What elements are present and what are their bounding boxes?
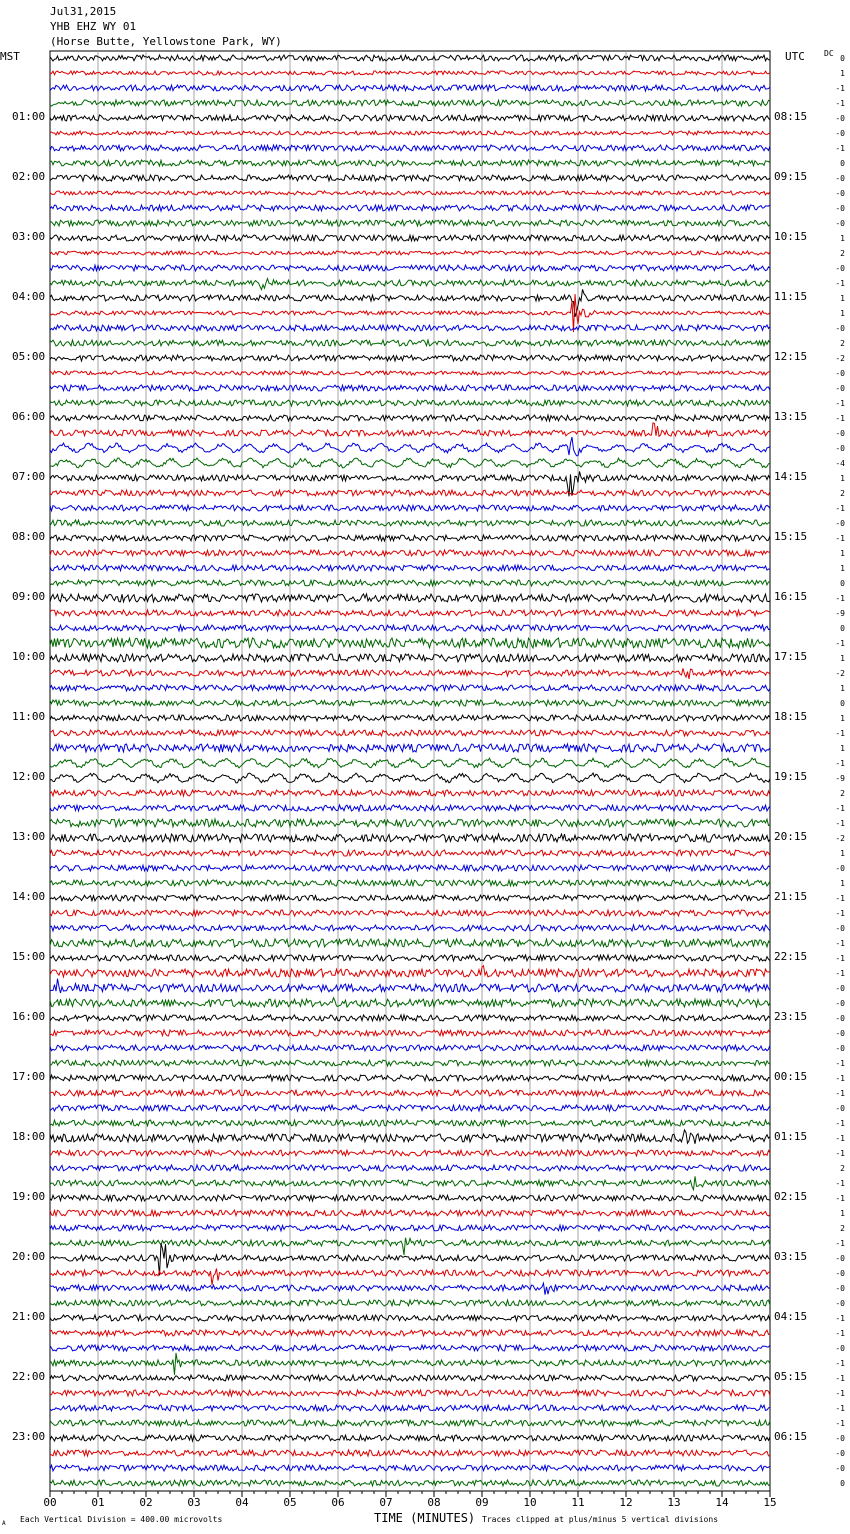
seismic-trace bbox=[50, 1195, 770, 1201]
seismic-trace bbox=[50, 805, 770, 811]
mst-hour-label: 09:00 bbox=[12, 590, 46, 603]
seismic-trace bbox=[50, 700, 770, 706]
dc-offset-label: -1 bbox=[835, 1074, 845, 1083]
mst-hour-label: 04:00 bbox=[12, 290, 46, 303]
seismic-trace bbox=[50, 594, 770, 602]
utc-hour-label: 11:15 bbox=[774, 290, 808, 303]
dc-offset-label: 0 bbox=[840, 579, 845, 588]
mst-hour-label: 22:00 bbox=[12, 1370, 46, 1383]
mst-hour-label: 08:00 bbox=[12, 530, 46, 543]
seismic-trace bbox=[50, 610, 770, 616]
dc-offset-label: -1 bbox=[835, 1419, 845, 1428]
utc-hour-label: 09:15 bbox=[774, 170, 808, 183]
utc-hour-label: 03:15 bbox=[774, 1250, 808, 1263]
mst-hour-label: 13:00 bbox=[12, 830, 46, 843]
dc-offset-label: -0 bbox=[835, 384, 845, 393]
seismic-trace bbox=[50, 340, 770, 346]
seismic-trace bbox=[50, 1405, 770, 1411]
utc-hour-label: 12:15 bbox=[774, 350, 808, 363]
utc-hour-label: 21:15 bbox=[774, 890, 808, 903]
seismic-trace bbox=[50, 1353, 770, 1375]
seismic-trace bbox=[50, 1130, 770, 1144]
seismic-trace bbox=[50, 910, 770, 916]
dc-offset-label: -0 bbox=[835, 174, 845, 183]
dc-offset-label: -1 bbox=[835, 1179, 845, 1188]
right-timezone-label: UTC bbox=[785, 50, 805, 63]
dc-offset-label: 2 bbox=[840, 1164, 845, 1173]
dc-offset-label: -0 bbox=[835, 429, 845, 438]
dc-offset-label: -0 bbox=[835, 1014, 845, 1023]
dc-offset-label: -1 bbox=[835, 1239, 845, 1248]
mst-hour-label: 15:00 bbox=[12, 950, 46, 963]
dc-offset-label: 0 bbox=[840, 624, 845, 633]
dc-offset-label: -2 bbox=[835, 354, 845, 363]
seismic-trace bbox=[50, 580, 770, 586]
mst-hour-label: 02:00 bbox=[12, 170, 46, 183]
mst-hour-label: 10:00 bbox=[12, 650, 46, 663]
seismic-trace bbox=[50, 415, 770, 421]
dc-offset-label: -1 bbox=[835, 279, 845, 288]
dc-offset-label: -0 bbox=[835, 219, 845, 228]
x-tick-label: 12 bbox=[619, 1496, 633, 1509]
dc-offset-label: 0 bbox=[840, 159, 845, 168]
dc-offset-label: 1 bbox=[840, 684, 845, 693]
seismic-trace bbox=[50, 520, 770, 526]
seismic-trace bbox=[50, 1300, 770, 1306]
seismic-trace bbox=[50, 966, 770, 977]
seismic-trace bbox=[50, 730, 770, 736]
seismic-trace bbox=[50, 437, 770, 456]
x-tick-label: 04 bbox=[235, 1496, 249, 1509]
seismic-trace bbox=[50, 1225, 770, 1231]
seismic-trace bbox=[50, 355, 770, 361]
seismic-trace bbox=[50, 1030, 770, 1036]
seismic-trace bbox=[50, 998, 770, 1007]
dc-offset-label: -0 bbox=[835, 324, 845, 333]
seismic-trace bbox=[50, 220, 770, 226]
dc-offset-label: -0 bbox=[835, 264, 845, 273]
dc-offset-label: -0 bbox=[835, 1284, 845, 1293]
seismic-trace bbox=[50, 1375, 770, 1381]
dc-offset-label: -1 bbox=[835, 1359, 845, 1368]
dc-offset-label: -0 bbox=[835, 1254, 845, 1263]
dc-offset-label: 1 bbox=[840, 1209, 845, 1218]
seismic-trace bbox=[50, 1283, 770, 1295]
x-tick-label: 05 bbox=[283, 1496, 297, 1509]
dc-offset-label: -1 bbox=[835, 1149, 845, 1158]
seismic-trace bbox=[50, 834, 770, 842]
mst-hour-label: 21:00 bbox=[12, 1310, 46, 1323]
utc-hour-label: 01:15 bbox=[774, 1130, 808, 1143]
dc-offset-label: 1 bbox=[840, 654, 845, 663]
seismic-trace bbox=[50, 85, 770, 91]
seismic-trace bbox=[50, 955, 770, 961]
dc-offset-label: -1 bbox=[835, 1314, 845, 1323]
seismic-trace bbox=[50, 400, 770, 406]
utc-hour-label: 00:15 bbox=[774, 1070, 808, 1083]
dc-offset-label: -0 bbox=[835, 204, 845, 213]
dc-offset-label: 2 bbox=[840, 249, 845, 258]
seismic-trace bbox=[50, 1390, 770, 1396]
dc-offset-label: -1 bbox=[835, 954, 845, 963]
dc-offset-label: -0 bbox=[835, 1434, 845, 1443]
dc-offset-label: -1 bbox=[835, 1059, 845, 1068]
dc-offset-label: -1 bbox=[835, 1194, 845, 1203]
corner-mark: A bbox=[2, 1520, 6, 1527]
dc-offset-label: -1 bbox=[835, 939, 845, 948]
dc-offset-label: -0 bbox=[835, 369, 845, 378]
dc-offset-label: -1 bbox=[835, 894, 845, 903]
seismic-trace bbox=[50, 1315, 770, 1321]
seismic-trace bbox=[50, 490, 770, 496]
utc-hour-label: 19:15 bbox=[774, 770, 808, 783]
dc-offset-label: -0 bbox=[835, 1029, 845, 1038]
dc-offset-label: -4 bbox=[835, 459, 845, 468]
dc-offset-label: 1 bbox=[840, 474, 845, 483]
dc-offset-label: -0 bbox=[835, 864, 845, 873]
dc-offset-label: -0 bbox=[835, 1449, 845, 1458]
utc-hour-label: 13:15 bbox=[774, 410, 808, 423]
mst-hour-label: 20:00 bbox=[12, 1250, 46, 1263]
dc-offset-label: -0 bbox=[835, 189, 845, 198]
dc-offset-label: -0 bbox=[835, 1044, 845, 1053]
seismic-trace bbox=[50, 1420, 770, 1426]
dc-offset-label: -0 bbox=[835, 999, 845, 1008]
seismic-trace bbox=[50, 371, 770, 375]
dc-offset-label: -1 bbox=[835, 99, 845, 108]
dc-offset-label: -0 bbox=[835, 1344, 845, 1353]
mst-hour-label: 19:00 bbox=[12, 1190, 46, 1203]
seismic-trace bbox=[50, 115, 770, 121]
seismic-trace bbox=[50, 1330, 770, 1336]
dc-offset-label: 1 bbox=[840, 744, 845, 753]
dc-offset-label: -9 bbox=[835, 609, 845, 618]
seismic-trace bbox=[50, 191, 770, 195]
dc-offset-label: -0 bbox=[835, 1299, 845, 1308]
x-tick-label: 14 bbox=[715, 1496, 729, 1509]
dc-offset-label: -1 bbox=[835, 414, 845, 423]
seismic-trace bbox=[50, 654, 770, 662]
dc-offset-label: -1 bbox=[835, 1329, 845, 1338]
dc-offset-label: -1 bbox=[835, 819, 845, 828]
seismic-trace bbox=[50, 1176, 770, 1189]
seismic-trace bbox=[50, 55, 770, 61]
x-tick-label: 03 bbox=[187, 1496, 201, 1509]
mst-hour-label: 16:00 bbox=[12, 1010, 46, 1023]
dc-label: DC bbox=[824, 49, 834, 58]
seismic-trace bbox=[50, 895, 770, 901]
seismic-trace bbox=[50, 1238, 770, 1255]
seismic-trace bbox=[50, 1015, 770, 1021]
utc-hour-label: 02:15 bbox=[774, 1190, 808, 1203]
scale-note: Each Vertical Division = 400.00 microvolts bbox=[20, 1515, 223, 1524]
seismic-trace bbox=[50, 850, 770, 856]
utc-hour-label: 10:15 bbox=[774, 230, 808, 243]
mst-hour-label: 07:00 bbox=[12, 470, 46, 483]
x-tick-label: 13 bbox=[667, 1496, 681, 1509]
utc-hour-label: 22:15 bbox=[774, 950, 808, 963]
station-code: YHB EHZ WY 01 bbox=[50, 20, 137, 33]
dc-offset-label: -0 bbox=[835, 519, 845, 528]
dc-offset-label: -0 bbox=[835, 1104, 845, 1113]
x-tick-label: 09 bbox=[475, 1496, 489, 1509]
chart-date: Jul31,2015 bbox=[50, 5, 117, 18]
seismic-trace bbox=[50, 131, 770, 135]
seismic-trace bbox=[50, 1120, 770, 1126]
seismic-trace bbox=[50, 1060, 770, 1066]
utc-hour-label: 18:15 bbox=[774, 710, 808, 723]
mst-hour-label: 01:00 bbox=[12, 110, 46, 123]
dc-offset-label: 1 bbox=[840, 309, 845, 318]
dc-offset-label: -1 bbox=[835, 729, 845, 738]
seismic-trace bbox=[50, 1480, 770, 1486]
dc-offset-label: 1 bbox=[840, 849, 845, 858]
seismic-trace bbox=[50, 535, 770, 541]
seismic-trace bbox=[50, 668, 770, 679]
mst-hour-label: 03:00 bbox=[12, 230, 46, 243]
x-tick-label: 08 bbox=[427, 1496, 441, 1509]
dc-offset-label: 2 bbox=[840, 789, 845, 798]
seismic-trace bbox=[50, 145, 770, 151]
dc-offset-label: -1 bbox=[835, 84, 845, 93]
utc-hour-label: 15:15 bbox=[774, 530, 808, 543]
seismic-trace bbox=[50, 819, 770, 827]
x-tick-label: 00 bbox=[43, 1496, 57, 1509]
utc-hour-label: 06:15 bbox=[774, 1430, 808, 1443]
seismic-trace bbox=[50, 715, 770, 721]
dc-offset-label: -1 bbox=[835, 1389, 845, 1398]
seismic-trace bbox=[50, 758, 770, 768]
seismic-trace bbox=[50, 1450, 770, 1456]
seismic-trace bbox=[50, 625, 770, 631]
dc-offset-label: -2 bbox=[835, 834, 845, 843]
seismic-trace bbox=[50, 205, 770, 211]
dc-offset-label: -1 bbox=[835, 1404, 845, 1413]
dc-offset-label: -1 bbox=[835, 144, 845, 153]
seismic-trace bbox=[50, 175, 770, 181]
dc-offset-label: -1 bbox=[835, 534, 845, 543]
dc-offset-label: -0 bbox=[835, 114, 845, 123]
dc-offset-label: -0 bbox=[835, 1269, 845, 1278]
seismic-trace bbox=[50, 1105, 770, 1111]
dc-offset-label: -1 bbox=[835, 504, 845, 513]
seismic-trace bbox=[50, 773, 770, 783]
seismic-trace bbox=[50, 1435, 770, 1441]
seismic-trace bbox=[50, 325, 770, 331]
seismic-trace bbox=[50, 458, 770, 468]
seismic-trace bbox=[50, 790, 770, 796]
seismic-trace bbox=[50, 939, 770, 947]
dc-offset-label: -2 bbox=[835, 669, 845, 678]
dc-offset-label: -1 bbox=[835, 1089, 845, 1098]
station-location: (Horse Butte, Yellowstone Park, WY) bbox=[50, 35, 282, 48]
clip-note: Traces clipped at plus/minus 5 vertical divisions bbox=[482, 1515, 719, 1524]
seismic-trace bbox=[50, 1244, 770, 1276]
x-tick-label: 15 bbox=[763, 1496, 777, 1509]
x-tick-label: 10 bbox=[523, 1496, 537, 1509]
dc-offset-label: 0 bbox=[840, 1479, 845, 1488]
dc-offset-label: -0 bbox=[835, 129, 845, 138]
dc-offset-label: -1 bbox=[835, 969, 845, 978]
dc-offset-label: -1 bbox=[835, 909, 845, 918]
seismic-trace bbox=[50, 279, 770, 290]
seismic-trace bbox=[50, 925, 770, 931]
dc-offset-label: -1 bbox=[835, 1374, 845, 1383]
mst-hour-label: 12:00 bbox=[12, 770, 46, 783]
utc-hour-label: 05:15 bbox=[774, 1370, 808, 1383]
dc-offset-label: 1 bbox=[840, 714, 845, 723]
mst-hour-label: 18:00 bbox=[12, 1130, 46, 1143]
seismic-trace bbox=[50, 100, 770, 106]
seismic-trace bbox=[50, 471, 770, 496]
seismic-trace bbox=[50, 385, 770, 391]
x-tick-label: 01 bbox=[91, 1496, 105, 1509]
dc-offset-label: 1 bbox=[840, 69, 845, 78]
utc-hour-label: 08:15 bbox=[774, 110, 808, 123]
utc-hour-label: 20:15 bbox=[774, 830, 808, 843]
dc-offset-label: 0 bbox=[840, 54, 845, 63]
seismic-trace bbox=[50, 1150, 770, 1156]
dc-offset-label: -1 bbox=[835, 639, 845, 648]
x-tick-label: 11 bbox=[571, 1496, 585, 1509]
seismic-trace bbox=[50, 251, 770, 255]
seismic-trace bbox=[50, 550, 770, 556]
x-tick-label: 06 bbox=[331, 1496, 345, 1509]
utc-hour-label: 04:15 bbox=[774, 1310, 808, 1323]
seismic-trace bbox=[50, 979, 770, 993]
utc-hour-label: 17:15 bbox=[774, 650, 808, 663]
x-tick-label: 07 bbox=[379, 1496, 393, 1509]
seismic-trace bbox=[50, 1345, 770, 1351]
seismic-trace bbox=[50, 235, 770, 241]
dc-offset-label: -0 bbox=[835, 984, 845, 993]
dc-offset-label: 2 bbox=[840, 339, 845, 348]
dc-offset-label: -1 bbox=[835, 1134, 845, 1143]
seismic-trace bbox=[50, 71, 770, 75]
dc-offset-label: 0 bbox=[840, 699, 845, 708]
seismic-trace bbox=[50, 1075, 770, 1081]
seismic-trace bbox=[50, 423, 770, 436]
dc-offset-label: -1 bbox=[835, 399, 845, 408]
dc-offset-label: 1 bbox=[840, 549, 845, 558]
seismic-trace bbox=[50, 1465, 770, 1471]
dc-offset-label: 1 bbox=[840, 234, 845, 243]
mst-hour-label: 11:00 bbox=[12, 710, 46, 723]
mst-hour-label: 14:00 bbox=[12, 890, 46, 903]
mst-hour-label: 23:00 bbox=[12, 1430, 46, 1443]
dc-offset-label: -0 bbox=[835, 444, 845, 453]
dc-offset-label: -0 bbox=[835, 924, 845, 933]
seismic-trace bbox=[50, 744, 770, 752]
utc-hour-label: 14:15 bbox=[774, 470, 808, 483]
dc-offset-label: 1 bbox=[840, 879, 845, 888]
dc-offset-label: -0 bbox=[835, 1464, 845, 1473]
seismic-trace bbox=[50, 565, 770, 571]
dc-offset-label: -1 bbox=[835, 1119, 845, 1128]
seismic-trace bbox=[50, 1165, 770, 1171]
dc-offset-label: 2 bbox=[840, 1224, 845, 1233]
seismic-trace bbox=[50, 880, 770, 886]
utc-hour-label: 23:15 bbox=[774, 1010, 808, 1023]
seismic-trace bbox=[50, 685, 770, 691]
utc-hour-label: 16:15 bbox=[774, 590, 808, 603]
seismic-trace bbox=[50, 1269, 770, 1286]
dc-offset-label: -1 bbox=[835, 804, 845, 813]
seismic-trace bbox=[50, 505, 770, 511]
x-axis-title: TIME (MINUTES) bbox=[374, 1511, 476, 1525]
seismic-trace bbox=[50, 1090, 770, 1096]
seismic-trace bbox=[50, 1045, 770, 1051]
seismic-trace bbox=[50, 160, 770, 166]
mst-hour-label: 05:00 bbox=[12, 350, 46, 363]
dc-offset-label: 2 bbox=[840, 489, 845, 498]
seismic-trace bbox=[50, 1210, 770, 1216]
seismic-trace bbox=[50, 865, 770, 871]
seismic-trace bbox=[50, 638, 770, 648]
dc-offset-label: -9 bbox=[835, 774, 845, 783]
mst-hour-label: 17:00 bbox=[12, 1070, 46, 1083]
mst-hour-label: 06:00 bbox=[12, 410, 46, 423]
dc-offset-label: -1 bbox=[835, 594, 845, 603]
dc-offset-label: 1 bbox=[840, 564, 845, 573]
x-tick-label: 02 bbox=[139, 1496, 153, 1509]
dc-offset-label: -1 bbox=[835, 759, 845, 768]
dc-offset-label: 1 bbox=[840, 294, 845, 303]
left-timezone-label: MST bbox=[0, 50, 20, 63]
seismic-trace bbox=[50, 265, 770, 271]
